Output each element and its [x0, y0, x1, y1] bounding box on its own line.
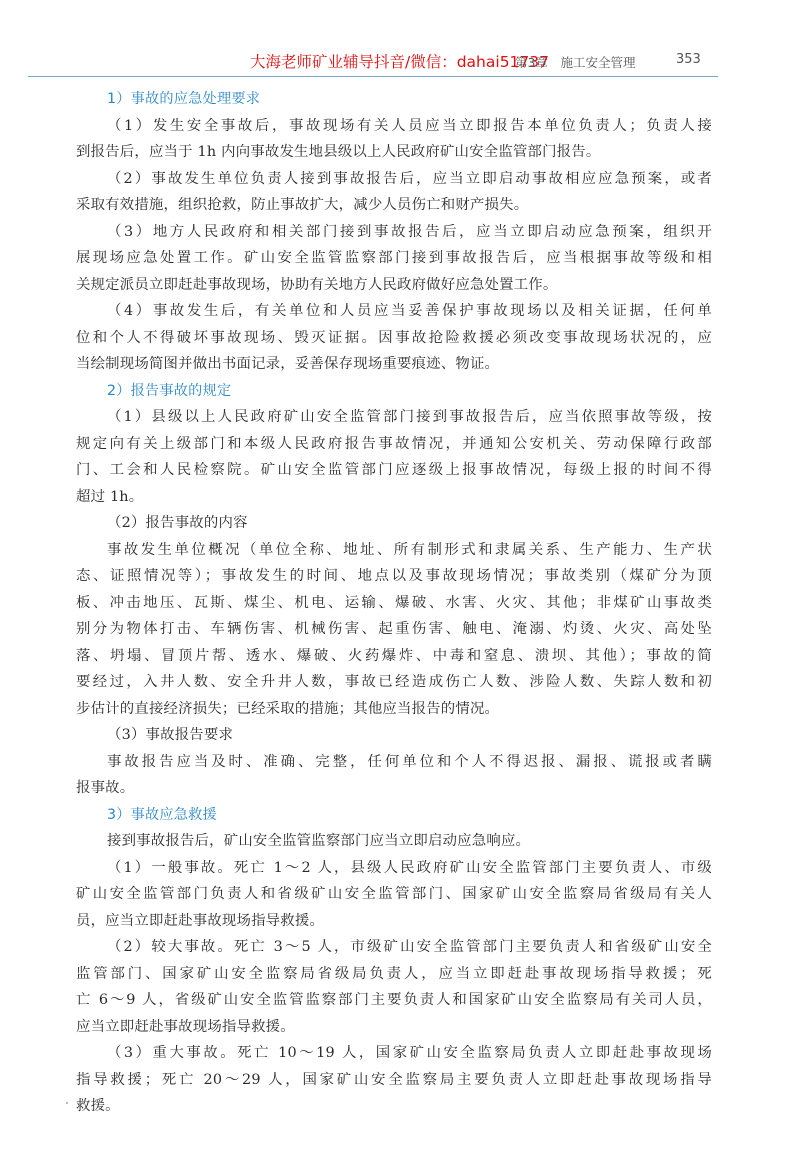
- section-heading: 1）事故的应急处理要求: [107, 91, 261, 107]
- text-line: 态、证照情况等）；事故发生的时间、地点以及事故现场情况；事故类别（煤矿分为顶: [76, 568, 712, 584]
- text-line: （1）发生安全事故后，事故现场有关人员应当立即报告本单位负责人；负责人接: [107, 117, 712, 134]
- text-line: 员，应当立即赶赴事故现场指导救援。: [76, 912, 325, 929]
- section-heading: 3）事故应急救援: [107, 806, 217, 823]
- chapter-title: 第3章 施工安全管理: [515, 55, 636, 70]
- text-line: 规定向有关上级部门和本级人民政府报告事故情况，并通知公安机关、劳动保障行政部: [76, 435, 712, 452]
- text-line: 指导救援；死亡 20～29 人，国家矿山安全监察局主要负责人立即赶赴事故现场指导: [76, 1071, 712, 1088]
- text-line: 门、工会和人民检察院。矿山安全监管部门应逐级上报事故情况，每级上报的时间不得: [76, 462, 712, 478]
- text-line: 位和个人不得破坏事故现场、毁灭证据。因事故抢险救援必须改变事故现场状况的，应: [76, 329, 712, 346]
- text-line: 落、坍塌、冒顶片帮、透水、爆破、火药爆炸、中毒和窒息、溃坝、其他）；事故的简: [76, 647, 712, 664]
- scan-speck: [66, 1102, 68, 1104]
- text-line: 超过 1h。: [76, 488, 144, 505]
- text-line: （1）县级以上人民政府矿山安全监管部门接到事故报告后，应当依照事故等级，按: [107, 409, 712, 425]
- page-number: 353: [676, 52, 701, 67]
- page-header: [0, 40, 800, 80]
- text-line: （2）较大事故。死亡 3～5 人，市级矿山安全监管部门主要负责人和省级矿山安全: [107, 939, 712, 955]
- text-line: （2）事故发生单位负责人接到事故报告后，应当立即启动事故相应应急预案，或者: [107, 170, 712, 187]
- text-line: 步估计的直接经济损失；已经采取的措施；其他应当报告的情况。: [76, 700, 500, 717]
- text-line: （3）事故报告要求: [107, 727, 234, 743]
- text-line: 要经过，入井人数、安全升井人数，事故已经造成伤亡人数、涉险人数、失踪人数和初: [76, 674, 712, 690]
- text-line: （4）事故发生后，有关单位和人员应当妥善保护事故现场以及相关证据，任何单: [107, 303, 712, 319]
- text-line: 监管部门、国家矿山安全监察局省级局负责人，应当立即赶赴事故现场指导救援；死: [76, 965, 712, 982]
- text-line: 事故发生单位概况（单位全称、地址、所有制形式和隶属关系、生产能力、生产状: [107, 541, 712, 558]
- text-line: 别分为物体打击、车辆伤害、机械伤害、起重伤害、触电、淹溺、灼烫、火灾、高处坠: [76, 621, 712, 637]
- text-line: 事故报告应当及时、准确、完整，任何单位和个人不得迟报、漏报、谎报或者瞒: [107, 753, 712, 770]
- text-line: （3）重大事故。死亡 10～19 人，国家矿山安全监察局负责人立即赶赴事故现场: [107, 1045, 712, 1061]
- text-line: （3）地方人民政府和相关部门接到事故报告后，应当立即启动应急预案，组织开: [107, 223, 712, 240]
- text-line: 板、冲击地压、瓦斯、煤尘、机电、运输、爆破、水害、火灾、其他；非煤矿山事故类: [76, 594, 712, 611]
- text-line: 亡 6～9 人，省级矿山安全监管监察部门主要负责人和国家矿山安全监察局有关司人员，: [76, 992, 712, 1008]
- text-line: 矿山安全监管部门负责人和省级矿山安全监管部门、国家矿山安全监察局省级局有关人: [76, 886, 712, 902]
- text-line: 展现场应急处置工作。矿山安全监管监察部门接到事故报告后，应当根据事故等级和相: [76, 250, 712, 266]
- text-line: （1）一般事故。死亡 1～2 人，县级人民政府矿山安全监管部门主要负责人、市级: [107, 859, 712, 876]
- text-line: （2）报告事故的内容: [107, 515, 248, 531]
- text-line: 当绘制现场简图并做出书面记录，妥善保存现场重要痕迹、物证。: [76, 356, 500, 372]
- document-body: [76, 86, 712, 1120]
- text-line: 接到事故报告后，矿山安全监管监察部门应当立即启动应急响应。: [107, 833, 531, 849]
- text-line: 采取有效措施，组织抢救，防止事故扩大，减少人员伤亡和财产损失。: [76, 197, 529, 213]
- section-heading: 2）报告事故的规定: [107, 382, 232, 399]
- text-line: 到报告后，应当于 1h 内向事故发生地县级以上人民政府矿山安全监管部门报告。: [76, 144, 601, 160]
- text-line: 应当立即赶赴事故现场指导救援。: [76, 1018, 295, 1035]
- text-line: 关规定派员立即赶赴事故现场，协助有关地方人民政府做好应急处置工作。: [76, 276, 558, 293]
- text-line: 报事故。: [76, 780, 135, 796]
- watermark-text: 大海老师矿业辅导抖音/微信：dahai51737: [250, 53, 549, 71]
- text-line: 救援。: [76, 1098, 120, 1114]
- header-rule: [28, 76, 718, 77]
